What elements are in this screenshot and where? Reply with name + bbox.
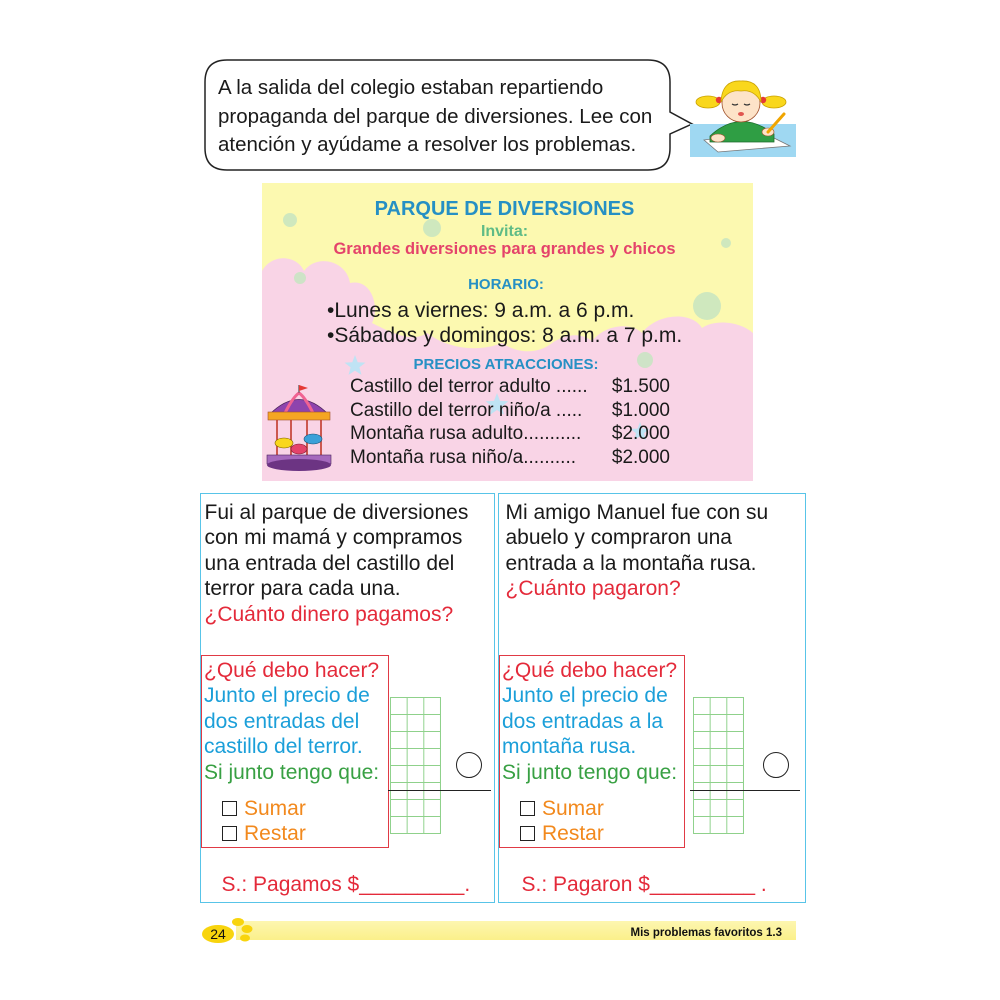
price-row [350,399,670,423]
price-row [350,375,670,399]
checkbox-icon[interactable] [222,801,237,816]
digit-grid [390,697,441,834]
bubble-line: A la salida del colegio estaban repartiendo [218,76,604,99]
amusement-park-flyer [262,183,753,481]
operation-sign-circle [456,752,482,778]
flyer-invite: Invita: [480,223,529,240]
flyer-title: PARQUE DE DIVERSIONES [374,198,635,220]
flyer-tagline: Grandes diversiones para grandes y chicos [333,240,676,258]
option-restar[interactable] [204,821,388,846]
answer-line: S.: Pagamos $_________. [221,873,471,896]
operation-sign-circle [763,752,789,778]
hint-title: ¿Qué debo hacer? [502,658,678,682]
hint-box [201,655,389,848]
operation-prompt: Si junto tengo que: [204,760,380,784]
hint-line: dos entradas del [204,709,360,733]
price-value: $1.500 [611,376,670,397]
speech-bubble-text [218,74,652,160]
price-value: $2.000 [611,423,670,445]
pigtail-left [696,96,720,108]
option-label: Restar [542,822,604,845]
paw-toe [240,935,250,942]
carousel-horse [304,434,322,444]
option-sumar[interactable] [502,796,684,821]
decor-bubble [693,292,721,320]
option-label: Sumar [244,797,306,820]
digit-grid [693,697,744,834]
schedule-item: •Sábados y domingos: 8 a.m. a 7 p.m. [327,323,683,347]
hint-line: Junto el precio de [204,684,370,707]
girl-hand [711,134,725,142]
operation-options [204,796,388,846]
statement-line: Mi amigo Manuel fue con su [505,500,769,524]
schedule-item: •Lunes a viernes: 9 a.m. a 6 p.m. [327,298,635,322]
book-title: Mis problemas favoritos 1.3 [630,927,782,939]
carousel-platform [267,459,331,471]
price-label: Montaña rusa adulto........... [350,423,582,445]
carousel-flag [299,385,308,391]
hint-line: dos entradas a la [502,709,664,733]
statement-line: abuelo y compraron una [505,526,732,550]
problem-question: ¿Cuánto dinero pagamos? [204,602,454,626]
girl-writing-illustration [688,72,798,158]
sum-line [388,790,491,791]
carousel-trim [268,412,330,420]
page-number: 24 [210,926,226,942]
hint-line: Junto el precio de [502,684,668,707]
bubble-line: propaganda del parque de diversiones. Lee con [218,104,653,128]
checkbox-icon[interactable] [520,801,535,816]
checkbox-icon[interactable] [520,826,535,841]
carousel-illustration [265,383,333,473]
hint-line: castillo del terror. [204,735,363,758]
carousel-horse [275,438,293,448]
sum-line [690,790,800,791]
option-sumar[interactable] [204,796,388,821]
option-restar[interactable] [502,821,684,846]
problem-statement [506,500,769,602]
statement-line: con mi mamá y compramos [204,526,463,550]
operation-options [502,796,684,846]
paw-toe [242,925,253,933]
bubble-line: atención y ayúdame a resolver los problemas. [218,133,637,156]
statement-line: Fui al parque de diversiones [204,500,469,524]
price-list [350,375,670,470]
problem-box-montana-rusa [498,493,806,903]
schedule-heading: HORARIO: [468,276,544,293]
problem-statement [205,500,469,628]
statement-line: entrada a la montaña rusa. [505,551,757,575]
checkbox-icon[interactable] [222,826,237,841]
price-row [350,422,670,446]
statement-line: una entrada del castillo del [204,551,455,575]
paw-toe [232,918,244,926]
carousel-horse [291,444,307,454]
operation-prompt: Si junto tengo que: [502,760,678,784]
price-label: Montaña rusa niño/a.......... [350,447,577,469]
hint-line: montaña rusa. [502,735,637,758]
pigtail-right [762,96,786,108]
price-value: $1.000 [611,399,670,421]
answer-line: S.: Pagaron $_________ . [521,873,767,896]
price-label: Castillo del terror adulto ...... [350,376,588,397]
price-value: $2.000 [611,447,670,469]
price-label: Castillo del terror niño/a ..... [350,399,583,421]
option-label: Restar [244,822,306,845]
prices-heading: PRECIOS ATRACCIONES: [413,356,599,373]
statement-line: terror para cada una. [204,577,401,601]
problem-box-castillo [200,493,495,903]
schedule-list [327,298,682,348]
problem-question: ¿Cuánto pagaron? [505,577,681,601]
hint-title: ¿Qué debo hacer? [204,658,380,682]
option-label: Sumar [542,797,604,820]
girl-mouth [738,112,744,116]
price-row [350,446,670,470]
hint-box [499,655,685,848]
